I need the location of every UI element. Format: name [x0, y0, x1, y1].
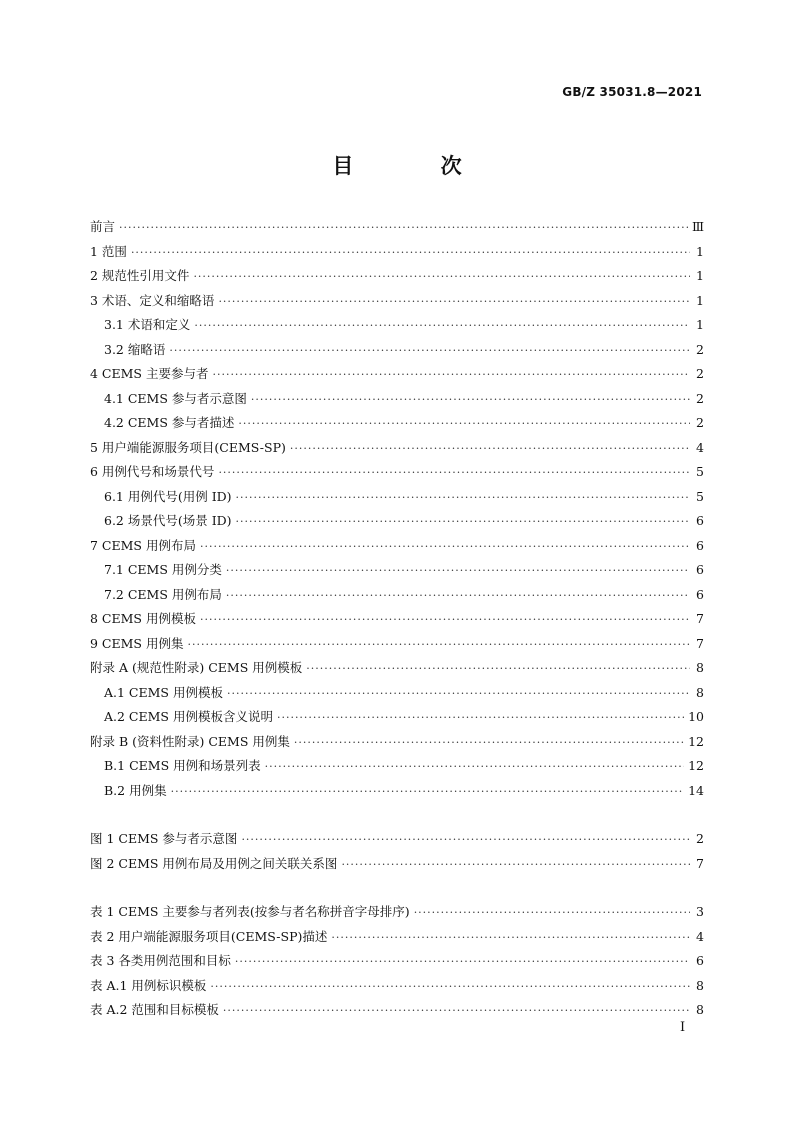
toc-entry[interactable]	[90, 240, 704, 265]
dot-leader	[331, 926, 690, 951]
toc-entry[interactable]	[90, 215, 704, 240]
toc-entry-page-number: Ⅲ	[691, 219, 704, 234]
table-entry-label: 表 3 各类用例范围和目标	[90, 953, 231, 968]
section-gap	[90, 876, 704, 900]
toc-entry-page-number: 6	[696, 586, 704, 602]
dot-leader	[226, 584, 690, 609]
page-title: 目 次	[332, 154, 502, 178]
toc-entry[interactable]	[90, 387, 704, 412]
toc-entry[interactable]	[90, 460, 704, 485]
toc-entry-page-number: 2	[696, 341, 704, 357]
toc-entry[interactable]	[90, 705, 704, 730]
dot-leader	[294, 731, 684, 756]
table-entry-label: 表 A.1 用例标识模板	[90, 977, 207, 993]
table-entry[interactable]	[90, 998, 704, 1023]
table-entry-page-number: 8	[696, 977, 704, 993]
toc-entry-page-number: 12	[688, 758, 704, 773]
dot-leader	[223, 999, 690, 1024]
toc-entry-page-number: 5	[696, 464, 704, 479]
toc-entry[interactable]	[90, 411, 704, 436]
toc-entry-label: B.1 CEMS 用例和场景列表	[104, 758, 261, 773]
document-code: GB/Z 35031.8—2021	[562, 85, 702, 99]
toc-entry[interactable]	[90, 779, 704, 804]
dot-leader	[200, 535, 690, 560]
table-entry-page-number: 6	[696, 953, 704, 968]
dot-leader	[226, 559, 690, 584]
toc-entry[interactable]	[90, 362, 704, 387]
figure-entry-page-number: 2	[696, 831, 704, 846]
dot-leader	[169, 339, 690, 364]
toc-entry[interactable]	[90, 681, 704, 706]
table-entry-label: 表 2 用户端能源服务项目(CEMS-SP)描述	[90, 928, 328, 944]
table-entry-label: 表 A.2 范围和目标模板	[90, 1002, 219, 1017]
dot-leader	[218, 290, 690, 315]
toc-entry-label: 7.2 CEMS 用例布局	[104, 586, 222, 602]
dot-leader	[218, 461, 690, 486]
toc-entry-label: 4.1 CEMS 参与者示意图	[104, 390, 247, 406]
table-entry[interactable]	[90, 974, 704, 999]
toc-entry-page-number: 1	[696, 243, 704, 259]
dot-leader	[210, 975, 690, 1000]
table-entry-label: 表 1 CEMS 主要参与者列表(按参与者名称拼音字母排序)	[90, 904, 410, 919]
toc-entry-label: 1 范围	[90, 243, 127, 259]
dot-leader	[235, 950, 690, 975]
toc-entry-page-number: 2	[696, 415, 704, 430]
dot-leader	[119, 216, 688, 241]
figure-entry[interactable]	[90, 852, 704, 877]
toc-entry[interactable]	[90, 607, 704, 632]
toc-entry[interactable]	[90, 509, 704, 534]
dot-leader	[265, 755, 684, 780]
toc-entry[interactable]	[90, 436, 704, 461]
dot-leader	[290, 437, 690, 462]
toc-entry-label: 7.1 CEMS 用例分类	[104, 562, 222, 577]
toc-tables-section	[90, 900, 704, 1023]
toc-entry-page-number: 1	[696, 292, 704, 308]
toc-entry-page-number: 4	[696, 439, 704, 455]
dot-leader	[414, 901, 690, 926]
toc-entry-label: 6.1 用例代号(用例 ID)	[104, 488, 232, 504]
toc-entry-label: 6.2 场景代号(场景 ID)	[104, 513, 232, 528]
toc-entry-label: 2 规范性引用文件	[90, 268, 190, 283]
toc-main-section	[90, 215, 704, 803]
toc-entry[interactable]	[90, 730, 704, 755]
toc-entry-page-number: 1	[696, 268, 704, 283]
toc-entry[interactable]	[90, 313, 704, 338]
toc-entry-page-number: 8	[696, 660, 704, 675]
toc-entry-label: 附录 B (资料性附录) CEMS 用例集	[90, 733, 290, 749]
dot-leader	[200, 608, 690, 633]
table-entry-page-number: 4	[696, 928, 704, 944]
dot-leader	[241, 828, 690, 853]
toc-entry-page-number: 1	[696, 317, 704, 332]
toc-entry[interactable]	[90, 632, 704, 657]
toc-entry[interactable]	[90, 485, 704, 510]
toc-entry-label: B.2 用例集	[104, 782, 167, 798]
toc-entry[interactable]	[90, 264, 704, 289]
toc-entry-label: 3.2 缩略语	[104, 341, 166, 357]
dot-leader	[238, 412, 690, 437]
table-entry[interactable]	[90, 949, 704, 974]
toc-entry-page-number: 10	[688, 709, 704, 724]
toc-entry-label: 9 CEMS 用例集	[90, 635, 184, 651]
table-entry-page-number: 8	[696, 1002, 704, 1017]
toc-entry[interactable]	[90, 583, 704, 608]
toc-entry[interactable]	[90, 534, 704, 559]
dot-leader	[212, 363, 690, 388]
table-of-contents	[90, 215, 704, 1023]
page-number: I	[680, 1020, 686, 1035]
dot-leader	[236, 510, 690, 535]
toc-entry-label: 3 术语、定义和缩略语	[90, 292, 215, 308]
toc-entry-page-number: 12	[688, 733, 704, 749]
toc-entry[interactable]	[90, 754, 704, 779]
figure-entry-page-number: 7	[696, 855, 704, 871]
dot-leader	[193, 265, 690, 290]
toc-entry-page-number: 14	[688, 782, 704, 798]
toc-entry-label: 8 CEMS 用例模板	[90, 611, 196, 626]
toc-entry-page-number: 6	[696, 562, 704, 577]
dot-leader	[277, 706, 684, 731]
toc-entry-page-number: 7	[696, 635, 704, 651]
dot-leader	[227, 682, 690, 707]
toc-entry-label: 附录 A (规范性附录) CEMS 用例模板	[90, 660, 303, 675]
toc-entry-label: 5 用户端能源服务项目(CEMS-SP)	[90, 439, 286, 455]
toc-entry-label: A.2 CEMS 用例模板含义说明	[104, 709, 273, 724]
toc-entry[interactable]	[90, 558, 704, 583]
dot-leader	[251, 388, 690, 413]
toc-entry-label: 7 CEMS 用例布局	[90, 537, 196, 553]
toc-entry-page-number: 8	[696, 684, 704, 700]
figure-entry-label: 图 1 CEMS 参与者示意图	[90, 831, 238, 846]
toc-entry-page-number: 2	[696, 390, 704, 406]
figure-entry-label: 图 2 CEMS 用例布局及用例之间关联关系图	[90, 855, 338, 871]
dot-leader	[194, 314, 690, 339]
toc-entry[interactable]	[90, 656, 704, 681]
toc-entry-label: 3.1 术语和定义	[104, 317, 191, 332]
toc-entry-page-number: 7	[696, 611, 704, 626]
toc-entry-label: 6 用例代号和场景代号	[90, 464, 215, 479]
table-entry-page-number: 3	[696, 904, 704, 919]
section-gap	[90, 803, 704, 827]
toc-entry-page-number: 6	[696, 513, 704, 528]
dot-leader	[341, 853, 690, 878]
figure-entry[interactable]	[90, 827, 704, 852]
dot-leader	[306, 657, 690, 682]
dot-leader	[187, 633, 690, 658]
toc-entry[interactable]	[90, 338, 704, 363]
toc-entry-label: 前言	[90, 219, 116, 234]
table-entry[interactable]	[90, 900, 704, 925]
toc-figures-section	[90, 827, 704, 876]
dot-leader	[171, 780, 685, 805]
toc-entry-page-number: 2	[696, 366, 704, 381]
toc-entry-label: 4.2 CEMS 参与者描述	[104, 415, 235, 430]
toc-entry-page-number: 6	[696, 537, 704, 553]
dot-leader	[131, 241, 690, 266]
toc-entry[interactable]	[90, 289, 704, 314]
dot-leader	[236, 486, 690, 511]
toc-entry-label: 4 CEMS 主要参与者	[90, 366, 209, 381]
toc-entry-page-number: 5	[696, 488, 704, 504]
table-entry[interactable]	[90, 925, 704, 950]
toc-entry-label: A.1 CEMS 用例模板	[104, 684, 223, 700]
